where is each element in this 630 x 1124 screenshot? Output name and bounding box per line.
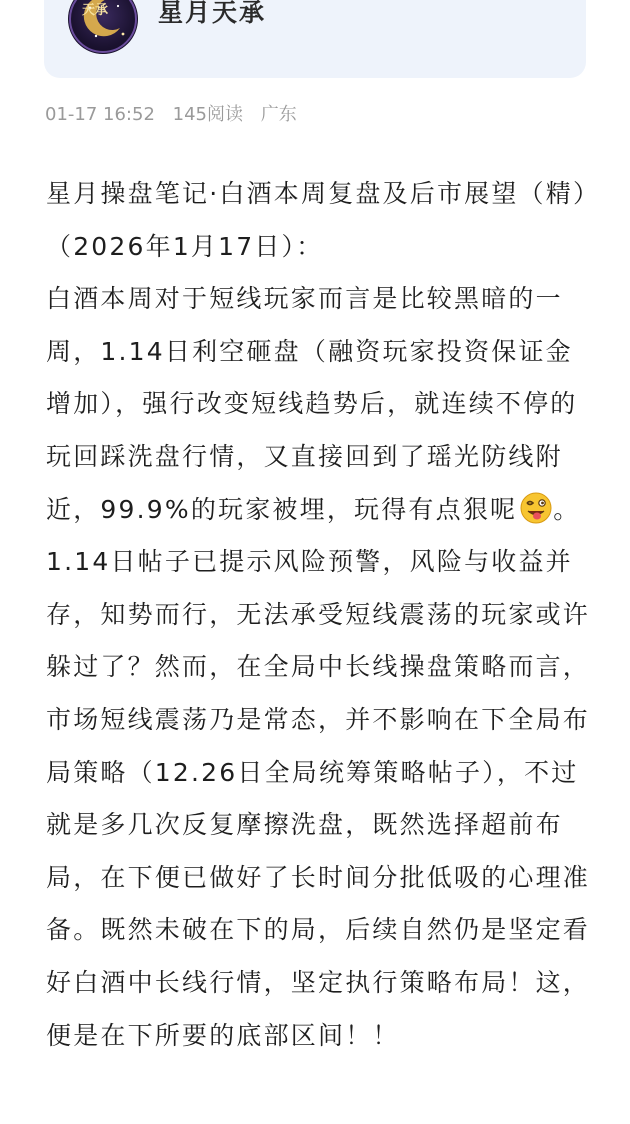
dizzy-tongue-face-emoji-icon bbox=[519, 491, 553, 525]
avatar-logo-text: 天承 bbox=[82, 3, 109, 18]
read-count: 145阅读 bbox=[172, 104, 243, 125]
post-location: 广东 bbox=[260, 104, 297, 125]
article-text-part2: 。1.14日帖子已提示风险预警，风险与收益并存，知势而行，无法承受短线震荡的玩家或许躲过了？然而，在全局中长线操盘策略而言，市场短线震荡乃是常态，并不影响在下全局布局策略（12.26日全局统筹策略帖子），不过就是多几次反复摩擦洗盘，既然选择超前布局，在下便已做好了长时间分批低吸的心理准备。既然未破在下的局，后续自然仍是坚定看好白酒中长线行情，坚定执行策略布局！这，便是在下所要的底部区间！！ bbox=[46, 494, 591, 1050]
article-text-part1: 白酒本周对于短线玩家而言是比较黑暗的一周，1.14日利空砸盘（融资玩家投资保证金增加），强行改变短线趋势后，就连续不停的玩回踩洗盘行情，又直接回到了瑶光防线附近，99.9%的玩家被埋，玩得有点狠呢 bbox=[46, 284, 578, 524]
article-paragraph bbox=[46, 273, 594, 1062]
post-meta bbox=[45, 103, 309, 127]
article-body bbox=[46, 168, 594, 1062]
post-timestamp: 01-17 16:52 bbox=[45, 104, 155, 125]
author-name[interactable]: 星月天承 bbox=[158, 0, 267, 27]
article-title: 星月操盘笔记·白酒本周复盘及后市展望（精）（2026年1月17日）： bbox=[46, 179, 588, 261]
